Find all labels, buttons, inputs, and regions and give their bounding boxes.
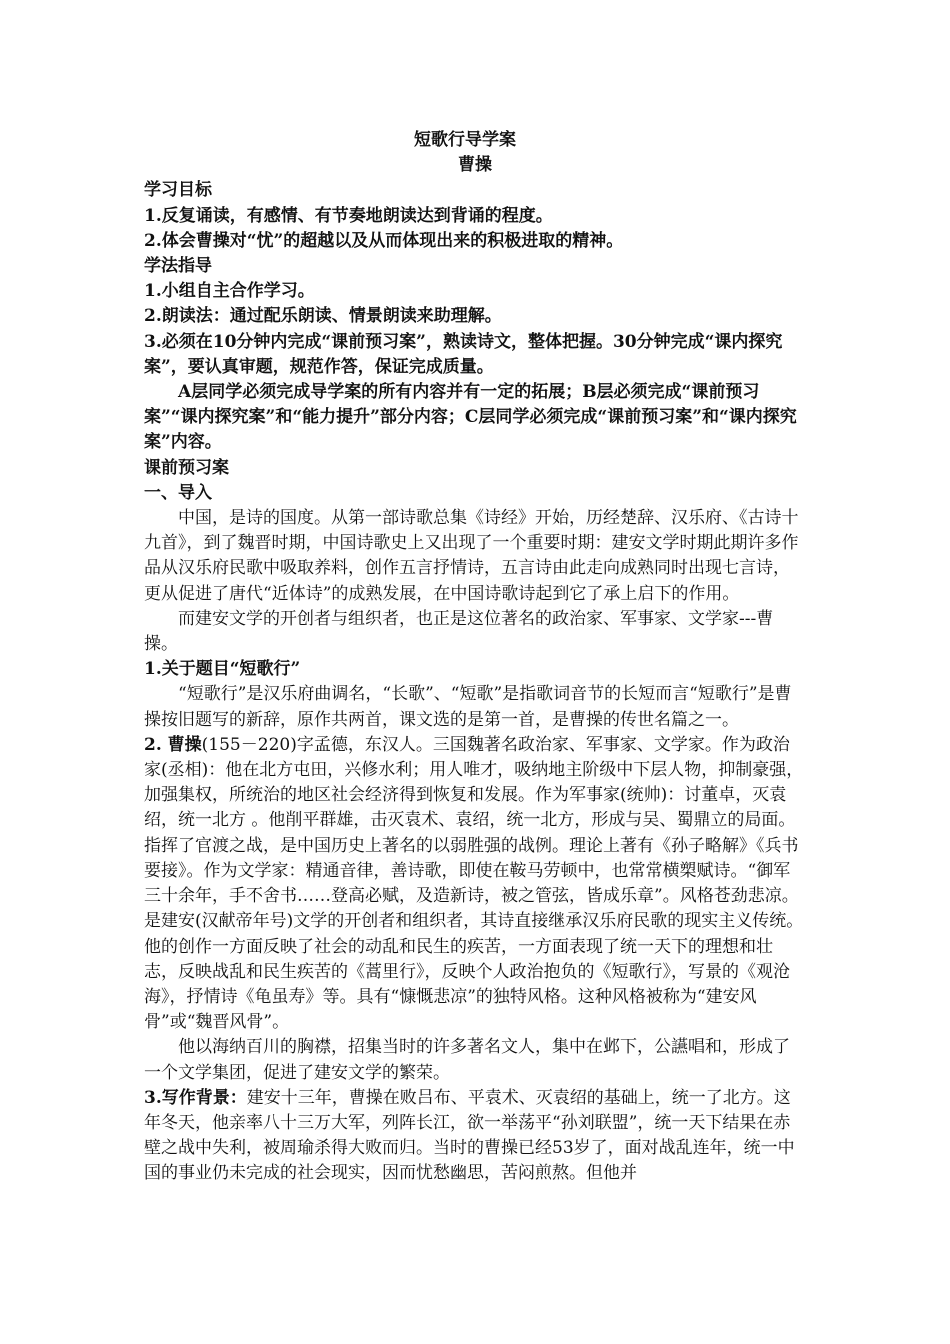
method-heading: 学法指导 bbox=[144, 256, 212, 277]
section-lead: 3.写作背景： bbox=[144, 1087, 247, 1108]
section-text: 建安十三年，曹操在败吕布、平袁术、灭袁绍的基础上，统一了北方。这年冬天，他亲率八十三万大军，列阵长江，欲一举荡平“孙刘联盟”，统一天下结果在赤壁之战中失利，被周瑜杀得大败而归。当时的曹操已经53岁了，面对战乱连年，统一中国的事业仍未完成的社会现实，因而忧愁幽思，苦闷煎熬。但他并 bbox=[144, 1087, 795, 1184]
preview-heading: 课前预习案 bbox=[144, 457, 229, 478]
document-title: 短歌行导学案 bbox=[414, 130, 516, 150]
intro-paragraph: 中国，是诗的国度。从第一部诗歌总集《诗经》开始，历经楚辞、汉乐府、《古诗十九首》，到了魏晋时期，中国诗歌史上又出现了一个重要时期：建安文学时期此期许多作品从汉乐府民歌中吸取养料，创作五言抒情诗，五言诗由此走向成熟同时出现七言诗，更从促进了唐代“近体诗”的成熟发展，在中国诗歌诗起到它了承上启下的作用。 bbox=[144, 508, 799, 604]
method-item: 1.小组自主合作学习。 bbox=[144, 281, 315, 302]
document-author: 曹操 bbox=[458, 155, 492, 176]
goal-item: 2.体会曹操对“忧”的超越以及从而体现出来的积极进取的精神。 bbox=[144, 230, 624, 251]
goal-item: 1.反复诵读，有感情、有节奏地朗读达到背诵的程度。 bbox=[144, 205, 553, 226]
section-paragraph bbox=[144, 733, 806, 1035]
document-page bbox=[144, 128, 806, 1187]
method-item: 3.必须在10分钟内完成“课前预习案”，熟读诗文，整体把握。30分钟完成“课内探究案”，要认真审题，规范作答，保证完成质量。 bbox=[144, 331, 783, 377]
section-text: (155－220)字孟德，东汉人。三国魏著名政治家、军事家、文学家。作为政治家(丞相)：他在北方屯田，兴修水利；用人唯才，吸纳地主阶级中下层人物，抑制豪强，加强集权，所统治的地区社会经济得到恢复和发展。作为军事家(统帅)：讨董卓，灭袁绍，统一北方 。他削平群雄，击灭袁术、袁绍，统一北方，形成与吴、蜀鼎立的局面。指挥了官渡之战，是中国历史上著名的以弱胜强的战例。理论上著有《孙子略解》《兵书要接》。作为文学家：精通音律，善诗歌，即使在鞍马劳顿中，也常常横槊赋诗。“御军三十余年，手不舍书……登高必赋，及造新诗，被之管弦，皆成乐章”。风格苍劲悲凉。是建安(汉献帝年号)文学的开创者和组织者，其诗直接继承汉乐府民歌的现实主义传统。他的创作一方面反映了社会的动乱和民生的疾苦，一方面表现了统一天下的理想和壮志，反映战乱和民生疾苦的《蒿里行》，反映个人政治抱负的《短歌行》，写景的《观沧海》，抒情诗《龟虽寿》等。具有“慷慨悲凉”的独特风格。这种风格被称为“建安风骨”或“魏晋风骨”。 bbox=[144, 734, 804, 1033]
section-heading: 1.关于题目“短歌行” bbox=[144, 659, 301, 680]
section-lead: 2. 曹操 bbox=[144, 734, 202, 755]
method-item: 2.朗读法：通过配乐朗读、情景朗读来助理解。 bbox=[144, 306, 502, 327]
intro-paragraph: 而建安文学的开创者与组织者，也正是这位著名的政治家、军事家、文学家---曹操。 bbox=[144, 608, 774, 655]
section-paragraph: “短歌行”是汉乐府曲调名，“长歌”、“短歌”是指歌词音节的长短而言“短歌行”是曹操按旧题写的新辞，原作共两首，课文选的是第一首，是曹操的传世名篇之一。 bbox=[144, 684, 792, 730]
section-paragraph bbox=[144, 1086, 806, 1187]
section-paragraph: 他以海纳百川的胸襟，招集当时的许多著名文人，集中在邺下，公讌唱和，形成了一个文学集团，促进了建安文学的繁荣。 bbox=[144, 1037, 790, 1083]
method-levels: A层同学必须完成导学案的所有内容并有一定的拓展；B层必须完成“课前预习案”“课内探究案”和“能力提升”部分内容；C层同学必须完成“课前预习案”和“课内探究案”内容。 bbox=[144, 382, 797, 453]
intro-heading: 一、导入 bbox=[144, 482, 212, 503]
goals-heading: 学习目标 bbox=[144, 180, 212, 201]
